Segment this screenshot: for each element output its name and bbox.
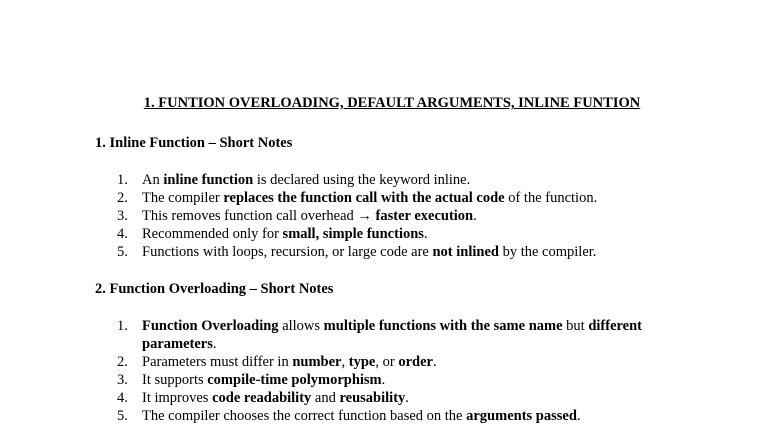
list-item — [95, 317, 695, 353]
bold-text: faster execution — [375, 208, 474, 224]
text-run: . — [381, 372, 386, 388]
list-item-number: 4. — [117, 226, 128, 242]
text-run: It improves — [142, 390, 213, 406]
list-item-text — [142, 226, 428, 242]
bold-text: code readability — [212, 390, 312, 406]
text-run: is declared using the keyword inline. — [253, 172, 471, 188]
bold-text: reusability — [339, 390, 406, 406]
text-run: of the function. — [504, 190, 598, 206]
text-run: . — [423, 226, 428, 242]
list-item-number: 5. — [117, 408, 128, 424]
list-item — [95, 389, 695, 407]
bold-text: multiple functions with the same name — [323, 318, 563, 334]
list-item-number: 2. — [117, 190, 128, 206]
function-overloading-notes-list — [95, 317, 695, 425]
list-item-number: 1. — [117, 172, 128, 188]
list-item — [95, 207, 695, 225]
bold-text: different parameters — [142, 318, 643, 352]
text-run: , — [341, 354, 349, 370]
list-item-number: 4. — [117, 390, 128, 406]
list-item — [95, 225, 695, 243]
bold-text: type — [348, 354, 376, 370]
bold-text: number — [292, 354, 342, 370]
text-run: . — [576, 408, 581, 424]
bold-text: order — [398, 354, 433, 370]
inline-function-notes-list — [95, 171, 695, 261]
list-item — [95, 243, 695, 261]
list-item — [95, 171, 695, 189]
list-item-text — [142, 390, 409, 406]
list-item-text — [142, 208, 477, 224]
bold-text: Function Overloading — [142, 318, 279, 334]
list-item-text — [142, 408, 581, 424]
list-item — [95, 189, 695, 207]
list-item-number: 3. — [117, 208, 128, 224]
list-item-text — [142, 244, 596, 260]
list-item — [95, 353, 695, 371]
list-item-number: 1. — [117, 318, 128, 334]
list-item-number: 3. — [117, 372, 128, 388]
list-item-text — [142, 172, 470, 188]
bold-text: compile-time polymorphism — [207, 372, 382, 388]
text-run: . — [212, 336, 217, 352]
text-run: The compiler — [142, 190, 224, 206]
text-run: . — [405, 390, 409, 406]
text-run: This removes function call overhead → — [142, 208, 376, 224]
document-title: 1. FUNTION OVERLOADING, DEFAULT ARGUMENTS, INLINE FUNTION — [143, 95, 641, 111]
text-run: It supports — [142, 372, 208, 388]
section-heading-function-overloading: 2. Function Overloading – Short Notes — [95, 281, 334, 297]
text-run: allows — [278, 318, 324, 334]
text-run: Parameters must differ in — [142, 354, 293, 370]
text-run: Recommended only for — [142, 226, 283, 242]
bold-text: not inlined — [432, 244, 499, 260]
bold-text: replaces the function call with the actual code — [223, 190, 505, 206]
list-item — [95, 371, 695, 389]
list-item-number: 2. — [117, 354, 128, 370]
list-item-text — [142, 190, 597, 206]
text-run: and — [311, 390, 340, 406]
text-run: , or — [375, 354, 399, 370]
text-run: . — [432, 354, 437, 370]
text-run: Functions with loops, recursion, or large code are — [142, 244, 433, 260]
list-item-text — [142, 372, 385, 388]
list-item-text — [142, 318, 642, 352]
list-item-number: 5. — [117, 244, 128, 260]
text-run: An — [142, 172, 164, 188]
text-run: . — [473, 208, 477, 224]
bold-text: small, simple functions — [282, 226, 424, 242]
text-run: but — [562, 318, 589, 334]
text-run: The compiler chooses the correct function based on the — [142, 408, 467, 424]
bold-text: arguments passed — [466, 408, 577, 424]
list-item-text — [142, 354, 437, 370]
list-item — [95, 407, 695, 425]
bold-text: inline function — [163, 172, 254, 188]
text-run: by the compiler. — [498, 244, 597, 260]
section-heading-inline-function: 1. Inline Function – Short Notes — [95, 135, 293, 151]
